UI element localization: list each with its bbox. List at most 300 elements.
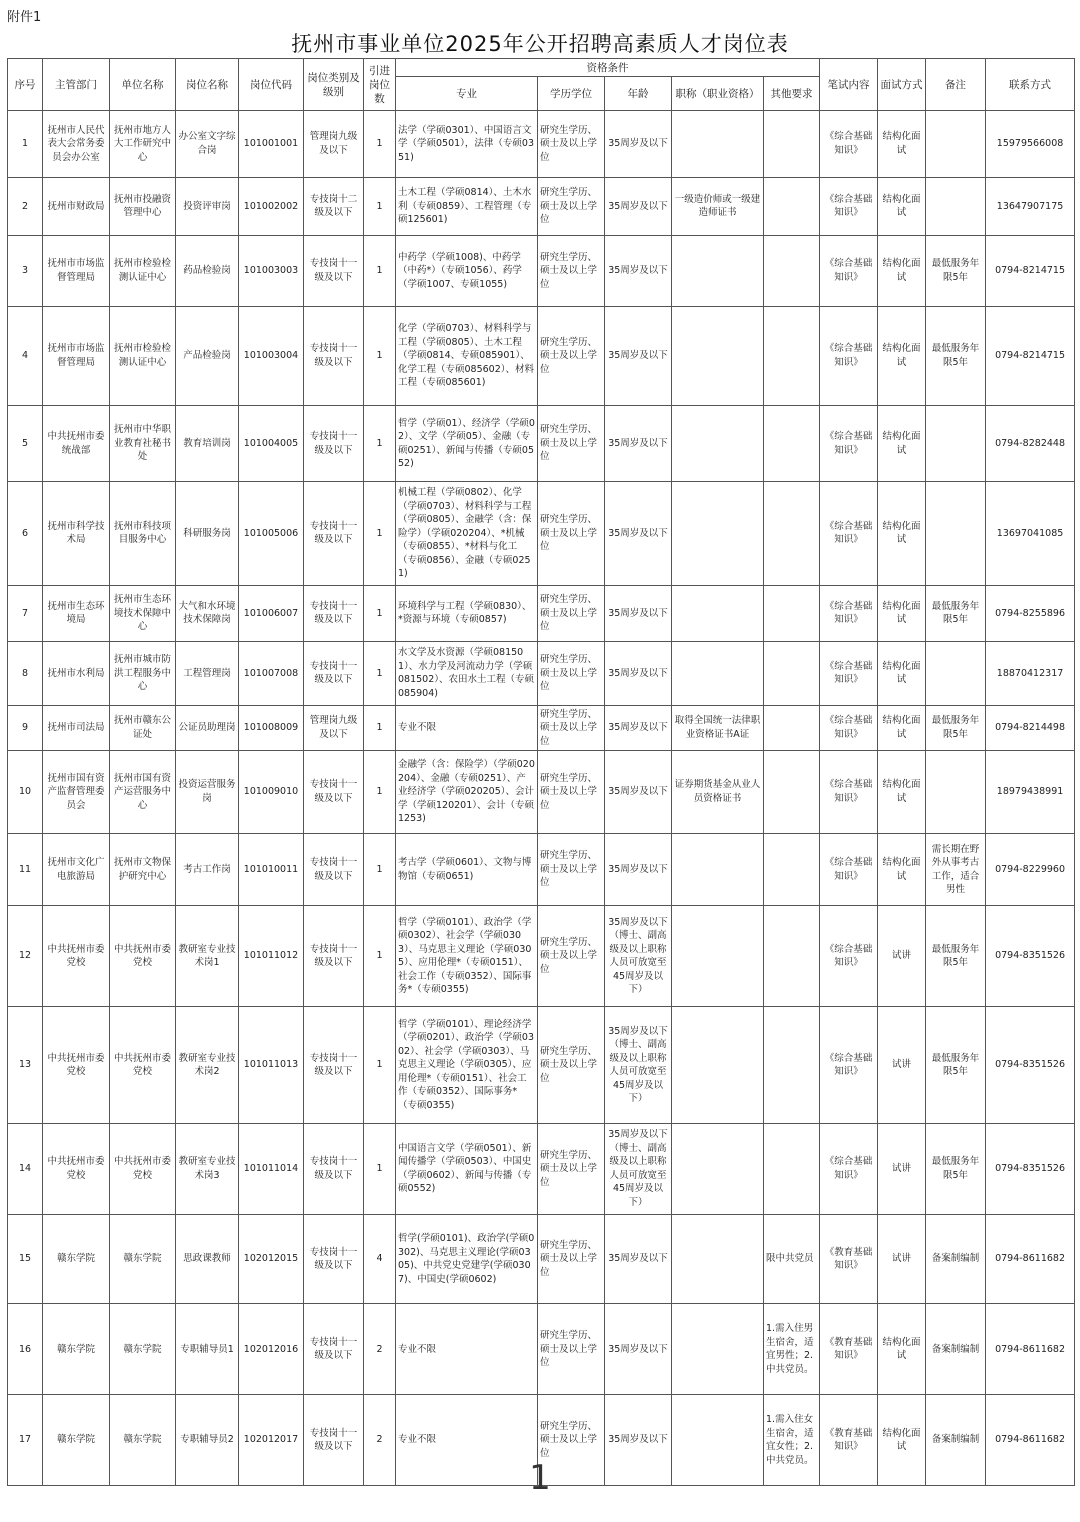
cell-category: 专技岗十二级及以下 (304, 177, 364, 235)
cell-category: 专技岗十一级及以下 (304, 585, 364, 641)
cell-written: 《教育基础知识》 (820, 1304, 878, 1395)
cell-category: 专技岗十一级及以下 (304, 406, 364, 482)
cell-age: 35周岁及以下 (605, 1395, 672, 1486)
positions-table (7, 58, 1075, 1486)
cell-degree: 研究生学历、硕士及以上学位 (538, 705, 605, 750)
cell-interview: 试讲 (878, 1007, 926, 1124)
cell-title-cert (672, 306, 764, 406)
cell-contact: 15979566008 (986, 111, 1075, 178)
cell-seq: 15 (8, 1214, 43, 1304)
cell-contact: 0794-8351526 (986, 1007, 1075, 1124)
cell-count: 1 (364, 906, 396, 1007)
cell-post: 教研室专业技术岗2 (176, 1007, 239, 1124)
cell-post: 投资运营服务岗 (176, 751, 239, 834)
cell-title-cert (672, 235, 764, 306)
cell-dept: 抚州市生态环境局 (43, 585, 110, 641)
cell-post: 教育培训岗 (176, 406, 239, 482)
cell-unit: 赣东学院 (110, 1304, 176, 1395)
cell-dept: 抚州市司法局 (43, 705, 110, 750)
cell-other (764, 642, 820, 706)
cell-major: 哲学(学硕0101)、政治学(学硕0302)、马克思主义理论(学硕0305)、中共党史党建学(学硕0307)、中国史(学硕0602) (396, 1214, 538, 1304)
cell-code: 101001001 (239, 111, 304, 178)
cell-count: 1 (364, 111, 396, 178)
cell-category: 专技岗十一级及以下 (304, 306, 364, 406)
cell-degree: 研究生学历、硕士及以上学位 (538, 406, 605, 482)
cell-count: 1 (364, 585, 396, 641)
cell-dept: 赣东学院 (43, 1214, 110, 1304)
cell-contact: 0794-8282448 (986, 406, 1075, 482)
cell-count: 1 (364, 1007, 396, 1124)
table-row (8, 1214, 1075, 1304)
cell-unit: 抚州市城市防洪工程服务中心 (110, 642, 176, 706)
cell-category: 专技岗十一级及以下 (304, 1124, 364, 1215)
cell-age: 35周岁及以下 (605, 177, 672, 235)
cell-interview: 结构化面试 (878, 235, 926, 306)
cell-contact: 0794-8611682 (986, 1214, 1075, 1304)
cell-other (764, 833, 820, 906)
table-row (8, 833, 1075, 906)
cell-interview: 结构化面试 (878, 1304, 926, 1395)
cell-dept: 赣东学院 (43, 1395, 110, 1486)
cell-post: 科研服务岗 (176, 481, 239, 585)
cell-category: 专技岗十一级及以下 (304, 833, 364, 906)
cell-unit: 抚州市投融资管理中心 (110, 177, 176, 235)
cell-seq: 11 (8, 833, 43, 906)
cell-written: 《教育基础知识》 (820, 1214, 878, 1304)
cell-count: 1 (364, 705, 396, 750)
cell-remark: 备案制编制 (926, 1395, 986, 1486)
cell-unit: 抚州市生态环境技术保障中心 (110, 585, 176, 641)
cell-seq: 5 (8, 406, 43, 482)
cell-code: 101005006 (239, 481, 304, 585)
cell-seq: 8 (8, 642, 43, 706)
cell-age: 35周岁及以下 (605, 406, 672, 482)
header-written: 笔试内容 (820, 59, 878, 111)
cell-dept: 中共抚州市委党校 (43, 1007, 110, 1124)
header-remark: 备注 (926, 59, 986, 111)
cell-seq: 3 (8, 235, 43, 306)
cell-major: 哲学（学硕01）、经济学（学硕02）、文学（学硕05）、金融（专硕0251）、新闻与传播（专硕0552) (396, 406, 538, 482)
cell-degree: 研究生学历、硕士及以上学位 (538, 1304, 605, 1395)
cell-code: 101002002 (239, 177, 304, 235)
header-qualifications: 资格条件 (396, 59, 820, 77)
cell-count: 1 (364, 751, 396, 834)
cell-remark (926, 481, 986, 585)
cell-contact: 18979438991 (986, 751, 1075, 834)
table-row (8, 751, 1075, 834)
header-other: 其他要求 (764, 77, 820, 111)
cell-major: 金融学（含：保险学）（学硕020204）、金融（专硕0251）、产业经济学（学硕020205）、会计学（学硕120201）、会计（专硕1253) (396, 751, 538, 834)
table-row (8, 906, 1075, 1007)
cell-written: 《综合基础知识》 (820, 406, 878, 482)
cell-contact: 0794-8611682 (986, 1304, 1075, 1395)
cell-dept: 抚州市文化广电旅游局 (43, 833, 110, 906)
cell-contact: 13647907175 (986, 177, 1075, 235)
cell-major: 考古学（学硕0601）、文物与博物馆（专硕0651) (396, 833, 538, 906)
header-title-cert: 职称（职业资格） (672, 77, 764, 111)
cell-category: 专技岗十一级及以下 (304, 1395, 364, 1486)
cell-category: 专技岗十一级及以下 (304, 1304, 364, 1395)
cell-count: 1 (364, 177, 396, 235)
cell-written: 《综合基础知识》 (820, 111, 878, 178)
cell-count: 4 (364, 1214, 396, 1304)
table-row (8, 1304, 1075, 1395)
cell-post: 工程管理岗 (176, 642, 239, 706)
cell-written: 《综合基础知识》 (820, 705, 878, 750)
cell-title-cert (672, 406, 764, 482)
cell-major: 专业不限 (396, 705, 538, 750)
cell-category: 专技岗十一级及以下 (304, 1214, 364, 1304)
cell-dept: 抚州市科学技术局 (43, 481, 110, 585)
cell-title-cert (672, 481, 764, 585)
cell-interview: 结构化面试 (878, 481, 926, 585)
cell-degree: 研究生学历、硕士及以上学位 (538, 751, 605, 834)
header-contact: 联系方式 (986, 59, 1075, 111)
cell-degree: 研究生学历、硕士及以上学位 (538, 833, 605, 906)
cell-interview: 结构化面试 (878, 177, 926, 235)
header-count: 引进岗位数 (364, 59, 396, 111)
cell-title-cert (672, 111, 764, 178)
cell-count: 1 (364, 642, 396, 706)
cell-title-cert (672, 1214, 764, 1304)
cell-interview: 试讲 (878, 1124, 926, 1215)
header-unit: 单位名称 (110, 59, 176, 111)
cell-title-cert (672, 1124, 764, 1215)
cell-code: 101009010 (239, 751, 304, 834)
cell-written: 《综合基础知识》 (820, 906, 878, 1007)
cell-remark: 最低服务年限5年 (926, 235, 986, 306)
cell-other (764, 1007, 820, 1124)
cell-count: 2 (364, 1395, 396, 1486)
cell-remark: 需长期在野外从事考古工作，适合男性 (926, 833, 986, 906)
cell-contact: 18870412317 (986, 642, 1075, 706)
cell-post: 产品检验岗 (176, 306, 239, 406)
cell-interview: 结构化面试 (878, 833, 926, 906)
cell-post: 投资评审岗 (176, 177, 239, 235)
cell-other: 1.需入住女生宿舍，适宜女性；2.中共党员。 (764, 1395, 820, 1486)
cell-major: 专业不限 (396, 1304, 538, 1395)
cell-contact: 0794-8351526 (986, 1124, 1075, 1215)
cell-dept: 中共抚州市委党校 (43, 906, 110, 1007)
cell-count: 1 (364, 306, 396, 406)
cell-degree: 研究生学历、硕士及以上学位 (538, 1007, 605, 1124)
table-row (8, 306, 1075, 406)
cell-degree: 研究生学历、硕士及以上学位 (538, 111, 605, 178)
cell-other (764, 111, 820, 178)
cell-degree: 研究生学历、硕士及以上学位 (538, 1214, 605, 1304)
cell-category: 专技岗十一级及以下 (304, 642, 364, 706)
cell-interview: 试讲 (878, 1214, 926, 1304)
cell-title-cert (672, 585, 764, 641)
cell-seq: 13 (8, 1007, 43, 1124)
cell-category: 管理岗九级及以下 (304, 111, 364, 178)
cell-remark: 最低服务年限5年 (926, 1007, 986, 1124)
cell-unit: 抚州市赣东公证处 (110, 705, 176, 750)
cell-written: 《综合基础知识》 (820, 235, 878, 306)
cell-interview: 试讲 (878, 906, 926, 1007)
page-number: 1 (529, 1458, 551, 1498)
header-seq: 序号 (8, 59, 43, 111)
cell-title-cert (672, 642, 764, 706)
cell-written: 《综合基础知识》 (820, 585, 878, 641)
cell-written: 《综合基础知识》 (820, 177, 878, 235)
cell-dept: 抚州市市场监督管理局 (43, 235, 110, 306)
cell-major: 机械工程（学硕0802）、化学（学硕0703）、材料科学与工程（学硕0805）、金融学（含：保险学）（学硕020204）、*机械（专硕0855）、*材料与化工（专硕0856）、金融（专硕0251) (396, 481, 538, 585)
header-dept: 主管部门 (43, 59, 110, 111)
cell-code: 101007008 (239, 642, 304, 706)
cell-unit: 抚州市文物保护研究中心 (110, 833, 176, 906)
cell-dept: 中共抚州市委统战部 (43, 406, 110, 482)
cell-unit: 抚州市检验检测认证中心 (110, 306, 176, 406)
cell-dept: 抚州市财政局 (43, 177, 110, 235)
cell-seq: 7 (8, 585, 43, 641)
cell-code: 101011014 (239, 1124, 304, 1215)
cell-interview: 结构化面试 (878, 1395, 926, 1486)
cell-interview: 结构化面试 (878, 111, 926, 178)
cell-age: 35周岁及以下 (605, 481, 672, 585)
cell-remark: 备案制编制 (926, 1304, 986, 1395)
cell-age: 35周岁及以下（博士、副高级及以上职称人员可放宽至45周岁及以下） (605, 1007, 672, 1124)
cell-age: 35周岁及以下 (605, 642, 672, 706)
cell-code: 102012017 (239, 1395, 304, 1486)
cell-other (764, 751, 820, 834)
cell-age: 35周岁及以下 (605, 751, 672, 834)
table-row (8, 111, 1075, 178)
cell-seq: 12 (8, 906, 43, 1007)
header-degree: 学历学位 (538, 77, 605, 111)
cell-other (764, 306, 820, 406)
table-row (8, 235, 1075, 306)
cell-dept: 抚州市国有资产监督管理委员会 (43, 751, 110, 834)
cell-interview: 结构化面试 (878, 751, 926, 834)
cell-major: 法学（学硕0301）、中国语言文学（学硕0501），法律（专硕0351) (396, 111, 538, 178)
cell-category: 专技岗十一级及以下 (304, 235, 364, 306)
cell-post: 专职辅导员2 (176, 1395, 239, 1486)
cell-degree: 研究生学历、硕士及以上学位 (538, 1395, 605, 1486)
cell-written: 《综合基础知识》 (820, 1007, 878, 1124)
cell-post: 教研室专业技术岗3 (176, 1124, 239, 1215)
cell-other (764, 235, 820, 306)
cell-unit: 抚州市科技项目服务中心 (110, 481, 176, 585)
cell-unit: 中共抚州市委党校 (110, 906, 176, 1007)
cell-unit: 赣东学院 (110, 1214, 176, 1304)
cell-seq: 4 (8, 306, 43, 406)
header-category: 岗位类别及级别 (304, 59, 364, 111)
cell-count: 2 (364, 1304, 396, 1395)
cell-dept: 赣东学院 (43, 1304, 110, 1395)
cell-age: 35周岁及以下 (605, 306, 672, 406)
cell-unit: 抚州市地方人大工作研究中心 (110, 111, 176, 178)
cell-written: 《综合基础知识》 (820, 751, 878, 834)
table-row (8, 406, 1075, 482)
cell-code: 101011012 (239, 906, 304, 1007)
header-major: 专业 (396, 77, 538, 111)
cell-seq: 6 (8, 481, 43, 585)
cell-code: 101006007 (239, 585, 304, 641)
cell-interview: 结构化面试 (878, 406, 926, 482)
cell-post: 思政课教师 (176, 1214, 239, 1304)
cell-other: 1.需入住男生宿舍，适宜男性；2.中共党员。 (764, 1304, 820, 1395)
cell-dept: 抚州市市场监督管理局 (43, 306, 110, 406)
cell-contact: 0794-8229960 (986, 833, 1075, 906)
cell-unit: 赣东学院 (110, 1395, 176, 1486)
table-row (8, 1124, 1075, 1215)
cell-seq: 9 (8, 705, 43, 750)
cell-code: 101010011 (239, 833, 304, 906)
cell-interview: 结构化面试 (878, 585, 926, 641)
cell-major: 水文学及水资源（学硕081501）、水力学及河流动力学（学硕081502）、农田水土工程（专硕085904) (396, 642, 538, 706)
cell-category: 专技岗十一级及以下 (304, 481, 364, 585)
cell-code: 101003003 (239, 235, 304, 306)
cell-age: 35周岁及以下 (605, 705, 672, 750)
table-row (8, 1007, 1075, 1124)
cell-remark: 备案制编制 (926, 1214, 986, 1304)
cell-contact: 0794-8255896 (986, 585, 1075, 641)
cell-unit: 抚州市检验检测认证中心 (110, 235, 176, 306)
cell-remark (926, 642, 986, 706)
cell-seq: 1 (8, 111, 43, 178)
cell-written: 《综合基础知识》 (820, 1124, 878, 1215)
cell-code: 101011013 (239, 1007, 304, 1124)
cell-title-cert (672, 833, 764, 906)
cell-contact: 0794-8351526 (986, 906, 1075, 1007)
cell-major: 土木工程（学硕0814）、土木水利（专硕0859）、工程管理（专硕125601) (396, 177, 538, 235)
cell-dept: 抚州市人民代表大会常务委员会办公室 (43, 111, 110, 178)
header-code: 岗位代码 (239, 59, 304, 111)
cell-written: 《综合基础知识》 (820, 481, 878, 585)
cell-category: 专技岗十一级及以下 (304, 1007, 364, 1124)
cell-written: 《教育基础知识》 (820, 1395, 878, 1486)
cell-count: 1 (364, 1124, 396, 1215)
cell-major: 哲学（学硕0101）、理论经济学（学硕0201）、政治学（学硕0302）、社会学（学硕0303）、马克思主义理论（学硕0305）、应用伦理*（专硕0151）、社会工作（专硕0352）、国际事务*（专硕0355) (396, 1007, 538, 1124)
cell-count: 1 (364, 406, 396, 482)
cell-contact: 13697041085 (986, 481, 1075, 585)
cell-post: 大气和水环境技术保障岗 (176, 585, 239, 641)
cell-seq: 14 (8, 1124, 43, 1215)
cell-title-cert: 证券期货基金从业人员资格证书 (672, 751, 764, 834)
cell-code: 101008009 (239, 705, 304, 750)
cell-title-cert: 一级造价师或一级建造师证书 (672, 177, 764, 235)
cell-remark (926, 406, 986, 482)
table-row (8, 642, 1075, 706)
cell-count: 1 (364, 481, 396, 585)
cell-seq: 10 (8, 751, 43, 834)
header-age: 年龄 (605, 77, 672, 111)
cell-other (764, 177, 820, 235)
attachment-label: 附件1 (7, 10, 42, 25)
cell-dept: 中共抚州市委党校 (43, 1124, 110, 1215)
cell-category: 专技岗十一级及以下 (304, 906, 364, 1007)
cell-age: 35周岁及以下 (605, 1214, 672, 1304)
cell-major: 专业不限 (396, 1395, 538, 1486)
cell-count: 1 (364, 235, 396, 306)
cell-written: 《综合基础知识》 (820, 642, 878, 706)
cell-written: 《综合基础知识》 (820, 833, 878, 906)
cell-count: 1 (364, 833, 396, 906)
cell-other (764, 406, 820, 482)
cell-interview: 结构化面试 (878, 642, 926, 706)
cell-other (764, 906, 820, 1007)
cell-category: 专技岗十一级及以下 (304, 751, 364, 834)
cell-post: 专职辅导员1 (176, 1304, 239, 1395)
cell-remark: 最低服务年限5年 (926, 705, 986, 750)
cell-remark: 最低服务年限5年 (926, 585, 986, 641)
cell-other (764, 585, 820, 641)
page-title: 抚州市事业单位2025年公开招聘高素质人才岗位表 (291, 32, 789, 56)
cell-other (764, 705, 820, 750)
cell-age: 35周岁及以下 (605, 833, 672, 906)
cell-degree: 研究生学历、硕士及以上学位 (538, 177, 605, 235)
cell-interview: 结构化面试 (878, 705, 926, 750)
cell-contact: 0794-8214498 (986, 705, 1075, 750)
cell-degree: 研究生学历、硕士及以上学位 (538, 585, 605, 641)
cell-post: 考古工作岗 (176, 833, 239, 906)
cell-remark: 最低服务年限5年 (926, 906, 986, 1007)
cell-post: 药品检验岗 (176, 235, 239, 306)
table-row (8, 585, 1075, 641)
cell-age: 35周岁及以下 (605, 585, 672, 641)
cell-post: 公证员助理岗 (176, 705, 239, 750)
cell-unit: 中共抚州市委党校 (110, 1124, 176, 1215)
cell-degree: 研究生学历、硕士及以上学位 (538, 481, 605, 585)
cell-remark (926, 751, 986, 834)
cell-post: 教研室专业技术岗1 (176, 906, 239, 1007)
cell-other: 限中共党员 (764, 1214, 820, 1304)
cell-remark (926, 111, 986, 178)
cell-remark: 最低服务年限5年 (926, 306, 986, 406)
cell-code: 101003004 (239, 306, 304, 406)
cell-major: 中国语言文学（学硕0501）、新闻传播学（学硕0503）、中国史（学硕0602）、新闻与传播（专硕0552) (396, 1124, 538, 1215)
cell-age: 35周岁及以下 (605, 235, 672, 306)
cell-remark: 最低服务年限5年 (926, 1124, 986, 1215)
cell-category: 管理岗九级及以下 (304, 705, 364, 750)
cell-seq: 16 (8, 1304, 43, 1395)
cell-contact: 0794-8214715 (986, 306, 1075, 406)
cell-interview: 结构化面试 (878, 306, 926, 406)
cell-unit: 抚州市国有资产运营服务中心 (110, 751, 176, 834)
table-row (8, 177, 1075, 235)
cell-title-cert (672, 906, 764, 1007)
cell-code: 102012016 (239, 1304, 304, 1395)
cell-other (764, 481, 820, 585)
cell-seq: 17 (8, 1395, 43, 1486)
cell-remark (926, 177, 986, 235)
cell-age: 35周岁及以下（博士、副高级及以上职称人员可放宽至45周岁及以下） (605, 1124, 672, 1215)
cell-major: 哲学（学硕0101）、政治学（学硕0302）、社会学（学硕0303）、马克思主义理论（学硕0305）、应用伦理*（专硕0151）、社会工作（专硕0352）、国际事务*（专硕0355) (396, 906, 538, 1007)
cell-seq: 2 (8, 177, 43, 235)
cell-dept: 抚州市水利局 (43, 642, 110, 706)
cell-other (764, 1124, 820, 1215)
table-row (8, 705, 1075, 750)
cell-contact: 0794-8214715 (986, 235, 1075, 306)
cell-title-cert (672, 1304, 764, 1395)
cell-degree: 研究生学历、硕士及以上学位 (538, 906, 605, 1007)
cell-unit: 抚州市中华职业教育社秘书处 (110, 406, 176, 482)
cell-degree: 研究生学历、硕士及以上学位 (538, 1124, 605, 1215)
cell-major: 化学（学硕0703）、材料科学与工程（学硕0805）、土木工程（学硕0814、专硕085901）、化学工程（专硕085602）、材料工程（专硕085601) (396, 306, 538, 406)
header-post: 岗位名称 (176, 59, 239, 111)
cell-code: 102012015 (239, 1214, 304, 1304)
cell-title-cert: 取得全国统一法律职业资格证书A证 (672, 705, 764, 750)
cell-post: 办公室文字综合岗 (176, 111, 239, 178)
cell-degree: 研究生学历、硕士及以上学位 (538, 235, 605, 306)
cell-age: 35周岁及以下（博士、副高级及以上职称人员可放宽至45周岁及以下） (605, 906, 672, 1007)
cell-title-cert (672, 1007, 764, 1124)
cell-written: 《综合基础知识》 (820, 306, 878, 406)
cell-degree: 研究生学历、硕士及以上学位 (538, 642, 605, 706)
cell-contact: 0794-8611682 (986, 1395, 1075, 1486)
cell-degree: 研究生学历、硕士及以上学位 (538, 306, 605, 406)
